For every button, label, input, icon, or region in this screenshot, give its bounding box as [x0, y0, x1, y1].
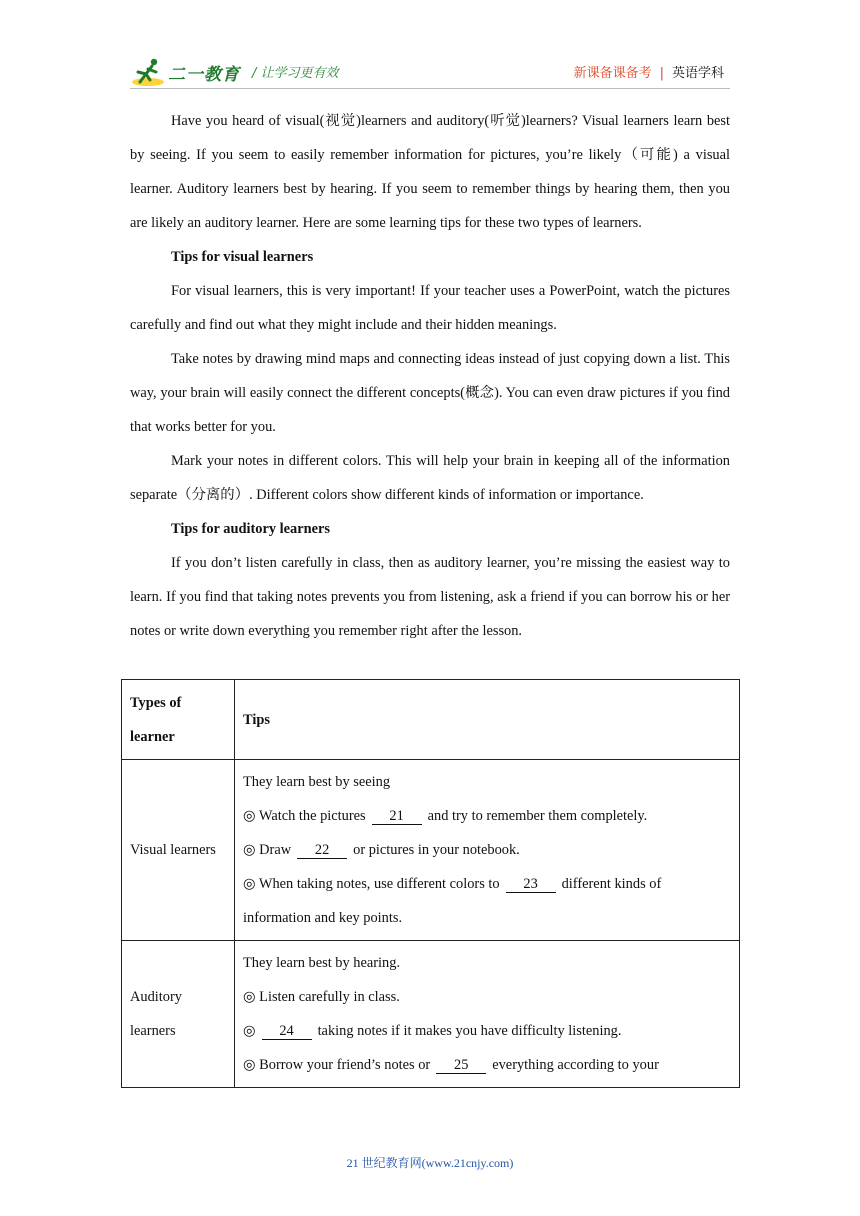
- visual-line-4-end: different kinds of: [561, 876, 662, 892]
- header-right: [574, 62, 724, 81]
- blank-23: 23: [506, 876, 556, 893]
- auditory-line-2: ◎ Listen carefully in class.: [243, 989, 400, 1005]
- visual-line-4-start: ◎ When taking notes, use different colors to: [243, 876, 500, 892]
- paragraph-visual-3: Mark your notes in different colors. This will help your brain in keeping all of the information separate（分离的）. Different colors show different kinds of information or importance.: [130, 453, 730, 503]
- auditory-line-1: They learn best by hearing.: [243, 955, 401, 971]
- tips-table: [121, 679, 740, 1088]
- header-divider: [130, 88, 730, 89]
- visual-line-5: information and key points.: [243, 910, 403, 926]
- table-header-row: [122, 680, 740, 760]
- visual-line-2-start: ◎ Watch the pictures: [243, 808, 366, 824]
- type-cell-auditory: [122, 941, 235, 1088]
- tips-cell-auditory: [235, 941, 740, 1088]
- header-type-label: Types of learner: [130, 694, 182, 745]
- auditory-line-4-start: ◎ Borrow your friend’s notes or: [243, 1057, 431, 1073]
- heading-auditory: Tips for auditory learners: [171, 521, 330, 537]
- header-course-label: 新课备课备考: [573, 66, 652, 81]
- auditory-line-3-end: taking notes if it makes you have difficulty listening.: [317, 1023, 622, 1039]
- blank-25: 25: [436, 1057, 486, 1074]
- visual-line-2-end: and try to remember them completely.: [427, 808, 648, 824]
- auditory-line-3: [243, 1014, 731, 1048]
- visual-line-2: [243, 799, 731, 833]
- header-cell-tips: [235, 680, 740, 760]
- header-subject-label: 英语学科: [671, 66, 724, 81]
- auditory-line-3-start: ◎: [243, 1023, 256, 1039]
- visual-line-3-start: ◎ Draw: [243, 842, 292, 858]
- tips-cell-visual: [235, 760, 740, 941]
- paragraph-visual-2: Take notes by drawing mind maps and connecting ideas instead of just copying down a list. This way, your brain will easily connect the different concepts(概念). You can even draw pictures if you find that works better for you.: [130, 351, 730, 435]
- site-logo: [130, 56, 242, 88]
- logo-text: 二一教育: [168, 65, 240, 85]
- blank-22: 22: [297, 842, 347, 859]
- blank-21: 21: [372, 808, 422, 825]
- article-body: [130, 104, 730, 648]
- paragraph-visual-1: For visual learners, this is very important! If your teacher uses a PowerPoint, watch the pictures carefully and find out what they might include and their hidden meanings.: [130, 283, 730, 333]
- page-header: [130, 56, 730, 90]
- visual-line-3-end: or pictures in your notebook.: [353, 842, 520, 858]
- type-auditory-label: Auditory learners: [130, 989, 182, 1039]
- table-row-auditory: [122, 941, 740, 1088]
- auditory-line-4: [243, 1048, 731, 1082]
- table-row-visual: [122, 760, 740, 941]
- type-visual-label: Visual learners: [130, 842, 216, 858]
- paragraph-auditory-1: If you don’t listen carefully in class, then as auditory learner, you’re missing the easiest way to learn. If you find that taking notes prevents you from listening, ask a friend if you can borrow his or her notes or write down everything you remember right after the lesson.: [130, 555, 730, 639]
- slogan: / 让学习更有效: [252, 66, 339, 81]
- heading-visual: Tips for visual learners: [171, 249, 314, 265]
- page-footer: 21 世纪教育网(www.21cnjy.com): [346, 1156, 514, 1170]
- paragraph-intro: Have you heard of visual(视觉)learners and auditory(听觉)learners? Visual learners learn best by seeing. If you seem to easily remember information for pictures, you’re likely（可能) a visual learner. Auditory learners best by hearing. If you seem to remember things by hearing them, then you are likely an auditory learner. Here are some learning tips for these two types of learners.: [130, 113, 730, 231]
- visual-line-3: [243, 833, 731, 867]
- blank-24: 24: [262, 1023, 312, 1040]
- visual-line-4: [243, 867, 731, 901]
- header-cell-type: [122, 680, 235, 760]
- runner-icon: [130, 56, 170, 88]
- header-tips-label: Tips: [243, 711, 270, 728]
- auditory-line-4-end: everything according to your: [492, 1057, 659, 1073]
- type-cell-visual: [122, 760, 235, 941]
- visual-line-1: They learn best by seeing: [243, 774, 391, 790]
- header-separator: |: [659, 66, 664, 81]
